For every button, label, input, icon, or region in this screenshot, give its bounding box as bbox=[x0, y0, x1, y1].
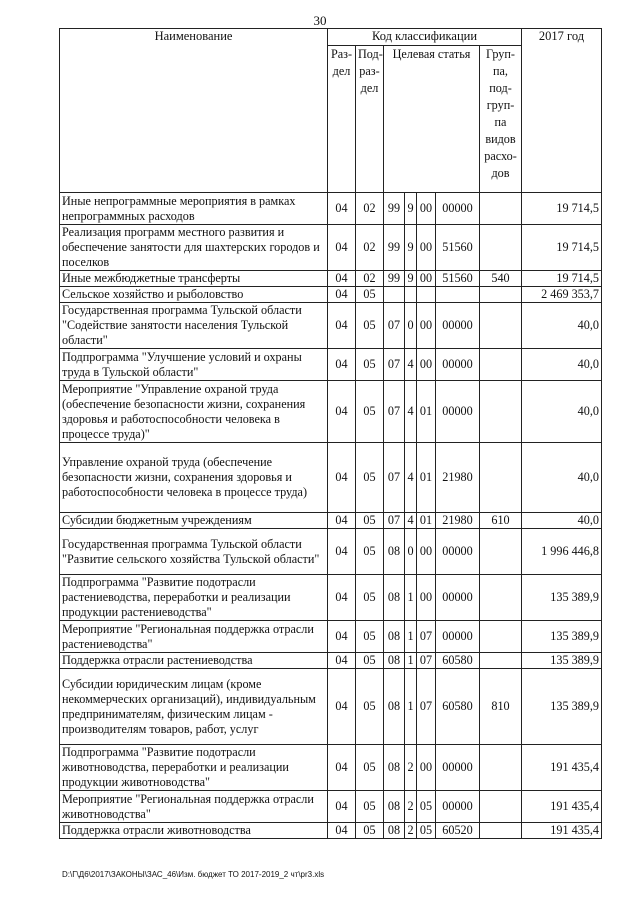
table-row bbox=[60, 575, 602, 621]
row-amount: 135 389,9 bbox=[522, 575, 602, 621]
row-subsection: 02 bbox=[356, 271, 384, 287]
row-name: Мероприятие "Управление охраной труда (обеспечение безопасности жизни, сохранения здоровья и работоспособности человека в процессе труда)" bbox=[60, 381, 328, 443]
row-activity-code: 07 bbox=[417, 621, 436, 653]
row-name: Государственная программа Тульской области "Содействие занятости населения Тульской области" bbox=[60, 303, 328, 349]
table-row bbox=[60, 621, 602, 653]
row-expense-group bbox=[480, 653, 522, 669]
row-direction-code: 51560 bbox=[436, 225, 480, 271]
row-expense-group bbox=[480, 443, 522, 513]
row-direction-code: 00000 bbox=[436, 529, 480, 575]
row-direction-code: 21980 bbox=[436, 513, 480, 529]
table-row bbox=[60, 791, 602, 823]
row-amount: 135 389,9 bbox=[522, 653, 602, 669]
row-expense-group bbox=[480, 225, 522, 271]
row-amount: 191 435,4 bbox=[522, 823, 602, 839]
row-subsection: 05 bbox=[356, 443, 384, 513]
row-program-code bbox=[384, 287, 405, 303]
row-subsection: 05 bbox=[356, 621, 384, 653]
table-row bbox=[60, 669, 602, 745]
row-section: 04 bbox=[328, 575, 356, 621]
row-direction-code: 00000 bbox=[436, 621, 480, 653]
table-row bbox=[60, 443, 602, 513]
row-activity-code: 07 bbox=[417, 653, 436, 669]
row-subprogram-code: 1 bbox=[405, 669, 417, 745]
row-expense-group: 540 bbox=[480, 271, 522, 287]
row-expense-group: 810 bbox=[480, 669, 522, 745]
row-direction-code: 21980 bbox=[436, 443, 480, 513]
row-subsection: 05 bbox=[356, 823, 384, 839]
row-name: Государственная программа Тульской области "Развитие сельского хозяйства Тульской области" bbox=[60, 529, 328, 575]
row-expense-group: 610 bbox=[480, 513, 522, 529]
row-program-code: 08 bbox=[384, 621, 405, 653]
row-amount: 135 389,9 bbox=[522, 621, 602, 653]
row-expense-group bbox=[480, 575, 522, 621]
row-section: 04 bbox=[328, 443, 356, 513]
row-activity-code: 00 bbox=[417, 193, 436, 225]
row-activity-code: 00 bbox=[417, 575, 436, 621]
row-section: 04 bbox=[328, 529, 356, 575]
row-subsection: 05 bbox=[356, 745, 384, 791]
table-row bbox=[60, 287, 602, 303]
row-name: Мероприятие "Региональная поддержка отрасли животноводства" bbox=[60, 791, 328, 823]
row-section: 04 bbox=[328, 303, 356, 349]
table-row bbox=[60, 271, 602, 287]
header-section: Раз- дел bbox=[328, 46, 356, 193]
table-row bbox=[60, 303, 602, 349]
row-program-code: 07 bbox=[384, 349, 405, 381]
row-subsection: 05 bbox=[356, 575, 384, 621]
row-direction-code: 00000 bbox=[436, 575, 480, 621]
row-program-code: 99 bbox=[384, 225, 405, 271]
row-subprogram-code: 0 bbox=[405, 303, 417, 349]
row-name: Реализация программ местного развития и обеспечение занятости для шахтерских городов и поселков bbox=[60, 225, 328, 271]
row-program-code: 07 bbox=[384, 513, 405, 529]
row-subsection: 05 bbox=[356, 653, 384, 669]
row-program-code: 08 bbox=[384, 529, 405, 575]
row-direction-code: 00000 bbox=[436, 303, 480, 349]
row-name: Иные межбюджетные трансферты bbox=[60, 271, 328, 287]
row-section: 04 bbox=[328, 669, 356, 745]
row-activity-code: 00 bbox=[417, 529, 436, 575]
page-number: 30 bbox=[313, 13, 327, 28]
row-activity-code: 01 bbox=[417, 513, 436, 529]
row-expense-group bbox=[480, 621, 522, 653]
row-subsection: 05 bbox=[356, 303, 384, 349]
row-section: 04 bbox=[328, 381, 356, 443]
row-expense-group bbox=[480, 303, 522, 349]
row-name: Подпрограмма "Развитие подотрасли животноводства, переработки и реализации продукции животноводства" bbox=[60, 745, 328, 791]
row-activity-code: 00 bbox=[417, 745, 436, 791]
row-amount: 135 389,9 bbox=[522, 669, 602, 745]
row-section: 04 bbox=[328, 745, 356, 791]
row-activity-code: 00 bbox=[417, 349, 436, 381]
row-program-code: 07 bbox=[384, 443, 405, 513]
row-name: Подпрограмма "Развитие подотрасли растениеводства, переработки и реализации продукции растениеводства" bbox=[60, 575, 328, 621]
row-name: Поддержка отрасли растениеводства bbox=[60, 653, 328, 669]
row-section: 04 bbox=[328, 823, 356, 839]
table-row bbox=[60, 349, 602, 381]
table-row bbox=[60, 529, 602, 575]
table-row bbox=[60, 381, 602, 443]
row-subsection: 05 bbox=[356, 529, 384, 575]
row-subsection: 05 bbox=[356, 669, 384, 745]
row-subsection: 05 bbox=[356, 381, 384, 443]
header-subsection: Под- раз- дел bbox=[356, 46, 384, 193]
row-subprogram-code: 9 bbox=[405, 225, 417, 271]
row-expense-group bbox=[480, 193, 522, 225]
table-row bbox=[60, 513, 602, 529]
row-section: 04 bbox=[328, 513, 356, 529]
row-section: 04 bbox=[328, 225, 356, 271]
row-subsection: 05 bbox=[356, 791, 384, 823]
row-direction-code: 00000 bbox=[436, 791, 480, 823]
header-target-article: Целевая статья bbox=[384, 46, 480, 193]
row-expense-group bbox=[480, 823, 522, 839]
row-program-code: 07 bbox=[384, 381, 405, 443]
row-subprogram-code: 4 bbox=[405, 349, 417, 381]
row-direction-code: 00000 bbox=[436, 349, 480, 381]
row-subsection: 05 bbox=[356, 287, 384, 303]
table-row bbox=[60, 225, 602, 271]
row-expense-group bbox=[480, 745, 522, 791]
row-expense-group bbox=[480, 381, 522, 443]
row-amount: 19 714,5 bbox=[522, 193, 602, 225]
row-subsection: 02 bbox=[356, 225, 384, 271]
row-amount: 40,0 bbox=[522, 381, 602, 443]
row-name: Поддержка отрасли животноводства bbox=[60, 823, 328, 839]
row-subprogram-code: 4 bbox=[405, 381, 417, 443]
row-program-code: 99 bbox=[384, 271, 405, 287]
row-program-code: 08 bbox=[384, 791, 405, 823]
row-activity-code: 07 bbox=[417, 669, 436, 745]
row-amount: 40,0 bbox=[522, 513, 602, 529]
row-section: 04 bbox=[328, 193, 356, 225]
row-subprogram-code: 1 bbox=[405, 653, 417, 669]
table-row bbox=[60, 745, 602, 791]
row-section: 04 bbox=[328, 791, 356, 823]
row-amount: 40,0 bbox=[522, 349, 602, 381]
row-name: Подпрограмма "Улучшение условий и охраны труда в Тульской области" bbox=[60, 349, 328, 381]
row-direction-code: 00000 bbox=[436, 381, 480, 443]
header-year: 2017 год bbox=[522, 29, 602, 193]
row-program-code: 08 bbox=[384, 745, 405, 791]
row-name: Сельское хозяйство и рыболовство bbox=[60, 287, 328, 303]
row-name: Иные непрограммные мероприятия в рамках непрограммных расходов bbox=[60, 193, 328, 225]
row-subprogram-code: 1 bbox=[405, 621, 417, 653]
row-direction-code: 60520 bbox=[436, 823, 480, 839]
row-amount: 191 435,4 bbox=[522, 745, 602, 791]
row-subprogram-code: 9 bbox=[405, 271, 417, 287]
row-amount: 40,0 bbox=[522, 443, 602, 513]
table-row bbox=[60, 193, 602, 225]
row-amount: 1 996 446,8 bbox=[522, 529, 602, 575]
row-amount: 19 714,5 bbox=[522, 271, 602, 287]
header-expense-group: Груп- па, под- груп- па видов расхо- дов bbox=[480, 46, 522, 193]
budget-table bbox=[59, 28, 602, 839]
row-direction-code: 51560 bbox=[436, 271, 480, 287]
row-name: Управление охраной труда (обеспечение безопасности жизни, сохранения здоровья и работоспособности человека в процессе труда) bbox=[60, 443, 328, 513]
row-amount: 19 714,5 bbox=[522, 225, 602, 271]
row-expense-group bbox=[480, 287, 522, 303]
row-section: 04 bbox=[328, 287, 356, 303]
row-section: 04 bbox=[328, 349, 356, 381]
row-name: Мероприятие "Региональная поддержка отрасли растениеводства" bbox=[60, 621, 328, 653]
table-row bbox=[60, 653, 602, 669]
row-direction-code: 00000 bbox=[436, 745, 480, 791]
row-program-code: 08 bbox=[384, 653, 405, 669]
row-subsection: 05 bbox=[356, 513, 384, 529]
row-section: 04 bbox=[328, 621, 356, 653]
row-activity-code: 05 bbox=[417, 823, 436, 839]
row-section: 04 bbox=[328, 271, 356, 287]
header-name: Наименование bbox=[60, 29, 328, 193]
row-subprogram-code: 4 bbox=[405, 513, 417, 529]
row-subsection: 05 bbox=[356, 349, 384, 381]
row-amount: 2 469 353,7 bbox=[522, 287, 602, 303]
table-row bbox=[60, 823, 602, 839]
row-program-code: 08 bbox=[384, 823, 405, 839]
row-activity-code: 01 bbox=[417, 443, 436, 513]
row-program-code: 08 bbox=[384, 669, 405, 745]
row-direction-code: 60580 bbox=[436, 669, 480, 745]
row-subprogram-code: 1 bbox=[405, 575, 417, 621]
row-direction-code bbox=[436, 287, 480, 303]
row-activity-code bbox=[417, 287, 436, 303]
row-subprogram-code: 0 bbox=[405, 529, 417, 575]
row-direction-code: 60580 bbox=[436, 653, 480, 669]
row-subprogram-code: 2 bbox=[405, 791, 417, 823]
row-direction-code: 00000 bbox=[436, 193, 480, 225]
row-name: Субсидии бюджетным учреждениям bbox=[60, 513, 328, 529]
row-section: 04 bbox=[328, 653, 356, 669]
row-name: Субсидии юридическим лицам (кроме некоммерческих организаций), индивидуальным предпринимателям, физическим лицам - производителям товаров, работ, услуг bbox=[60, 669, 328, 745]
row-amount: 40,0 bbox=[522, 303, 602, 349]
row-subprogram-code: 2 bbox=[405, 745, 417, 791]
row-program-code: 99 bbox=[384, 193, 405, 225]
row-activity-code: 00 bbox=[417, 271, 436, 287]
row-expense-group bbox=[480, 529, 522, 575]
row-activity-code: 00 bbox=[417, 225, 436, 271]
row-program-code: 07 bbox=[384, 303, 405, 349]
row-subprogram-code bbox=[405, 287, 417, 303]
row-subprogram-code: 2 bbox=[405, 823, 417, 839]
row-subprogram-code: 4 bbox=[405, 443, 417, 513]
row-activity-code: 00 bbox=[417, 303, 436, 349]
row-expense-group bbox=[480, 349, 522, 381]
header-classification: Код классификации bbox=[328, 29, 522, 46]
file-path-footer: D:\Г\Д6\2017\ЗАКОНЫ\ЗАС_46\Изм. бюджет ТО 2017-2019_2 чт\pr3.xls bbox=[62, 870, 325, 879]
row-subprogram-code: 9 bbox=[405, 193, 417, 225]
row-activity-code: 01 bbox=[417, 381, 436, 443]
row-expense-group bbox=[480, 791, 522, 823]
row-amount: 191 435,4 bbox=[522, 791, 602, 823]
row-subsection: 02 bbox=[356, 193, 384, 225]
row-program-code: 08 bbox=[384, 575, 405, 621]
row-activity-code: 05 bbox=[417, 791, 436, 823]
